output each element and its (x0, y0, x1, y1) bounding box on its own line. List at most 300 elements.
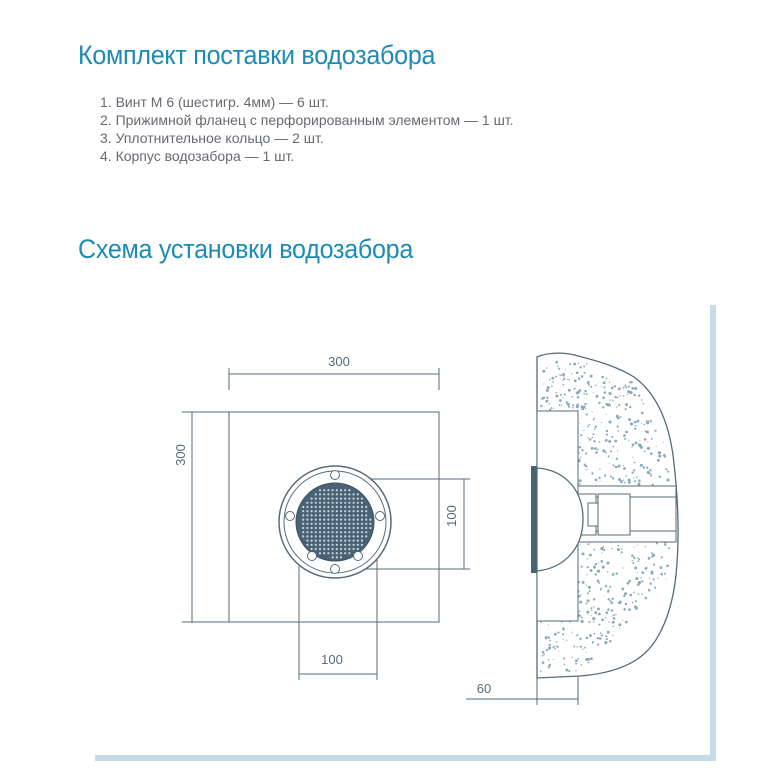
concrete-speckle (605, 617, 606, 618)
perforation-hole (336, 506, 338, 508)
perforation-hole (323, 523, 325, 525)
perforation-hole (323, 544, 325, 546)
concrete-speckle (596, 395, 599, 398)
concrete-speckle (632, 443, 635, 446)
concrete-speckle (594, 447, 597, 450)
concrete-speckle (584, 403, 585, 404)
perforation-hole (332, 519, 334, 521)
perforation-hole (336, 548, 338, 550)
perforation-hole (311, 498, 313, 500)
concrete-speckle (612, 621, 615, 624)
concrete-speckle (625, 403, 628, 406)
concrete-speckle (549, 640, 551, 642)
perforation-hole (357, 498, 359, 500)
perforation-hole (340, 489, 342, 491)
concrete-speckle (623, 434, 626, 437)
concrete-speckle (609, 399, 610, 400)
concrete-speckle (634, 421, 637, 424)
concrete-speckle (549, 403, 550, 404)
concrete-speckle (631, 387, 634, 390)
concrete-speckle (588, 621, 590, 623)
concrete-speckle (621, 551, 623, 553)
perforation-hole (327, 506, 329, 508)
concrete-speckle (651, 552, 653, 554)
perforation-hole (311, 548, 313, 550)
kit-item-text: Прижимной фланец с перфорированным элементом — 1 шт. (115, 112, 514, 128)
concrete-speckle (657, 459, 660, 462)
perforation-hole (306, 523, 308, 525)
perforation-hole (369, 519, 371, 521)
concrete-speckle (576, 371, 579, 374)
concrete-speckle (562, 397, 563, 398)
concrete-speckle (548, 664, 551, 667)
concrete-speckle (619, 603, 621, 605)
concrete-speckle (580, 544, 581, 545)
perforation-hole (332, 552, 334, 554)
concrete-speckle (606, 378, 608, 380)
concrete-speckle (658, 451, 661, 454)
perforation-hole (315, 514, 317, 516)
perforation-hole (348, 489, 350, 491)
kit-item-number: 3. (100, 130, 112, 146)
concrete-speckle (548, 659, 550, 661)
concrete-speckle (624, 438, 626, 440)
concrete-speckle (557, 366, 558, 367)
perforation-hole (332, 514, 334, 516)
perforation-hole (357, 506, 359, 508)
concrete-speckle (582, 552, 585, 555)
concrete-speckle (637, 425, 638, 426)
concrete-speckle (587, 469, 588, 470)
perforation-hole (348, 531, 350, 533)
concrete-speckle (579, 423, 580, 424)
concrete-speckle (541, 655, 543, 657)
concrete-speckle (542, 651, 545, 654)
perforation-hole (365, 514, 367, 516)
dim-flange-width: 100 (321, 652, 343, 667)
perforation-hole (369, 527, 371, 529)
perforation-hole (344, 502, 346, 504)
concrete-speckle (602, 552, 603, 553)
concrete-speckle (595, 452, 597, 454)
concrete-speckle (611, 436, 613, 438)
perforation-hole (327, 531, 329, 533)
concrete-speckle (593, 433, 595, 435)
perforation-hole (357, 510, 359, 512)
concrete-speckle (639, 440, 640, 441)
dim-flange-height: 100 (444, 505, 459, 527)
concrete-speckle (625, 603, 627, 605)
concrete-speckle (611, 601, 614, 604)
concrete-speckle (638, 483, 640, 485)
concrete-speckle (546, 367, 548, 369)
concrete-speckle (603, 381, 606, 384)
perforation-hole (327, 498, 329, 500)
concrete-speckle (593, 549, 595, 551)
concrete-speckle (617, 416, 620, 419)
perforation-hole (327, 552, 329, 554)
kit-item-number: 2. (100, 112, 112, 128)
concrete-speckle (651, 556, 653, 558)
perforation-hole (319, 535, 321, 537)
concrete-speckle (588, 437, 590, 439)
concrete-speckle (598, 624, 600, 626)
concrete-speckle (595, 385, 596, 386)
concrete-speckle (633, 469, 635, 471)
concrete-speckle (625, 386, 627, 388)
concrete-speckle (589, 424, 591, 426)
concrete-speckle (591, 607, 593, 609)
concrete-speckle (641, 580, 643, 582)
perforation-hole (365, 535, 367, 537)
concrete-speckle (586, 637, 589, 640)
concrete-speckle (646, 420, 648, 422)
perforation-hole (311, 506, 313, 508)
concrete-speckle (563, 378, 565, 380)
concrete-speckle (588, 658, 591, 661)
concrete-speckle (656, 446, 657, 447)
concrete-speckle (635, 600, 637, 602)
perforation-hole (319, 514, 321, 516)
perforation-hole (361, 498, 363, 500)
concrete-speckle (640, 577, 641, 578)
perforation-hole (323, 552, 325, 554)
concrete-speckle (575, 659, 578, 662)
concrete-speckle (568, 406, 570, 408)
concrete-speckle (649, 582, 651, 584)
perforation-hole (344, 493, 346, 495)
perforation-hole (336, 510, 338, 512)
concrete-speckle (641, 571, 644, 574)
concrete-speckle (634, 462, 636, 464)
concrete-speckle (664, 544, 666, 546)
perforation-hole (344, 540, 346, 542)
concrete-speckle (581, 617, 583, 619)
concrete-speckle (623, 395, 625, 397)
concrete-speckle (577, 658, 579, 660)
concrete-speckle (634, 567, 637, 570)
concrete-speckle (566, 401, 568, 403)
concrete-speckle (586, 652, 587, 653)
concrete-speckle (580, 457, 581, 458)
perforation-hole (323, 514, 325, 516)
concrete-speckle (618, 430, 620, 432)
perforation-hole (357, 531, 359, 533)
concrete-speckle (659, 475, 661, 477)
perforation-hole (323, 540, 325, 542)
concrete-speckle (637, 545, 638, 546)
concrete-speckle (573, 646, 575, 648)
perforation-hole (361, 544, 363, 546)
perforation-hole (340, 540, 342, 542)
concrete-speckle (565, 669, 568, 672)
concrete-speckle (606, 638, 608, 640)
concrete-speckle (661, 556, 663, 558)
concrete-speckle (580, 443, 581, 444)
concrete-speckle (623, 465, 624, 466)
perforation-hole (353, 506, 355, 508)
perforation-hole (306, 540, 308, 542)
concrete-speckle (556, 641, 558, 643)
perforation-hole (323, 489, 325, 491)
perforation-hole (344, 523, 346, 525)
perforation-hole (319, 527, 321, 529)
plate-section (531, 466, 537, 573)
perforation-hole (302, 523, 304, 525)
concrete-speckle (623, 387, 625, 389)
concrete-speckle (667, 471, 669, 473)
concrete-speckle (575, 663, 577, 665)
concrete-speckle (581, 664, 583, 666)
concrete-speckle (552, 381, 554, 383)
perforation-hole (361, 527, 363, 529)
concrete-speckle (646, 421, 649, 424)
concrete-speckle (634, 480, 636, 482)
concrete-speckle (582, 648, 583, 649)
perforation-hole (361, 502, 363, 504)
perforation-hole (344, 531, 346, 533)
concrete-speckle (551, 377, 554, 380)
concrete-speckle (587, 592, 589, 594)
concrete-speckle (628, 386, 630, 388)
concrete-speckle (552, 659, 553, 660)
concrete-speckle (586, 413, 588, 415)
concrete-speckle (584, 647, 586, 649)
concrete-speckle (568, 389, 571, 392)
concrete-speckle (559, 374, 560, 375)
perforation-hole (336, 498, 338, 500)
concrete-speckle (611, 548, 612, 549)
perforation-hole (353, 502, 355, 504)
concrete-speckle (618, 404, 620, 406)
perforation-hole (348, 540, 350, 542)
concrete-speckle (609, 440, 611, 442)
perforation-hole (361, 535, 363, 537)
concrete-speckle (587, 662, 589, 664)
concrete-speckle (577, 646, 579, 648)
concrete-speckle (588, 586, 591, 589)
dim-wall-offset: 60 (476, 681, 492, 696)
concrete-speckle (649, 469, 651, 471)
perforation-hole (340, 527, 342, 529)
concrete-speckle (637, 572, 638, 573)
concrete-speckle (576, 404, 579, 407)
screw-icon (308, 552, 317, 561)
perforation-hole (306, 506, 308, 508)
concrete-speckle (581, 375, 584, 378)
concrete-speckle (593, 621, 594, 622)
concrete-speckle (587, 599, 590, 602)
perforation-hole (323, 506, 325, 508)
concrete-speckle (606, 430, 608, 432)
concrete-speckle (550, 409, 551, 410)
perforation-hole (315, 535, 317, 537)
concrete-speckle (569, 363, 571, 365)
perforation-hole (332, 535, 334, 537)
concrete-speckle (549, 379, 550, 380)
perforation-hole (365, 523, 367, 525)
concrete-speckle (629, 406, 631, 408)
perforation-hole (344, 552, 346, 554)
concrete-speckle (584, 372, 586, 374)
concrete-speckle (644, 568, 646, 570)
concrete-speckle (597, 449, 599, 451)
perforation-hole (327, 523, 329, 525)
kit-item-text: Корпус водозабора — 1 шт. (115, 148, 295, 164)
concrete-speckle (604, 474, 606, 476)
concrete-speckle (563, 375, 564, 376)
perforation-hole (336, 552, 338, 554)
concrete-speckle (604, 391, 607, 394)
concrete-speckle (602, 546, 604, 548)
concrete-speckle (585, 453, 587, 455)
perforation-hole (353, 498, 355, 500)
perforation-hole (336, 540, 338, 542)
concrete-speckle (546, 397, 548, 399)
concrete-speckle (624, 592, 627, 595)
concrete-speckle (586, 585, 587, 586)
perforation-hole (311, 527, 313, 529)
perforation-hole (344, 548, 346, 550)
concrete-speckle (663, 442, 664, 443)
concrete-speckle (609, 600, 611, 602)
perforation-hole (323, 548, 325, 550)
concrete-speckle (612, 446, 614, 448)
concrete-speckle (608, 455, 610, 457)
concrete-speckle (632, 457, 633, 458)
concrete-speckle (607, 631, 610, 634)
concrete-speckle (633, 592, 635, 594)
concrete-speckle (644, 438, 647, 441)
concrete-speckle (640, 446, 643, 449)
concrete-speckle (586, 611, 589, 614)
concrete-speckle (594, 428, 596, 430)
perforation-hole (348, 544, 350, 546)
concrete-speckle (644, 424, 646, 426)
concrete-speckle (601, 386, 602, 387)
concrete-speckle (606, 413, 607, 414)
concrete-speckle (571, 657, 572, 658)
concrete-speckle (540, 671, 542, 673)
dim-plate-height: 300 (173, 444, 188, 466)
perforation-hole (357, 523, 359, 525)
concrete-speckle (611, 616, 612, 617)
concrete-speckle (618, 623, 621, 626)
side-view (466, 353, 678, 705)
concrete-speckle (581, 449, 583, 451)
perforation-hole (348, 514, 350, 516)
perforation-hole (332, 506, 334, 508)
concrete-speckle (548, 636, 550, 638)
perforation-hole (323, 510, 325, 512)
concrete-speckle (564, 664, 566, 666)
perforation-hole (340, 502, 342, 504)
concrete-speckle (556, 646, 558, 648)
concrete-speckle (558, 651, 559, 652)
perforation-hole (315, 506, 317, 508)
concrete-speckle (593, 606, 595, 608)
concrete-speckle (609, 463, 610, 464)
perforation-hole (332, 527, 334, 529)
concrete-speckle (616, 396, 618, 398)
concrete-speckle (570, 621, 571, 622)
concrete-speckle (599, 441, 601, 443)
perforation-hole (319, 544, 321, 546)
concrete-speckle (583, 365, 585, 367)
concrete-speckle (547, 386, 550, 389)
perforation-hole (327, 548, 329, 550)
perforation-hole (357, 544, 359, 546)
concrete-speckle (558, 404, 560, 406)
concrete-speckle (574, 379, 577, 382)
concrete-speckle (594, 633, 596, 635)
perforation-hole (311, 523, 313, 525)
perforation-hole (348, 552, 350, 554)
concrete-speckle (628, 580, 631, 583)
concrete-speckle (658, 455, 661, 458)
perforation-hole (306, 544, 308, 546)
perforation-hole (353, 548, 355, 550)
concrete-speckle (653, 579, 655, 581)
concrete-speckle (619, 600, 622, 603)
concrete-speckle (552, 408, 553, 409)
concrete-speckle (554, 633, 557, 636)
concrete-speckle (628, 608, 631, 611)
concrete-speckle (633, 557, 635, 559)
perforation-hole (336, 502, 338, 504)
perforation-hole (336, 523, 338, 525)
concrete-speckle (586, 602, 588, 604)
concrete-speckle (579, 601, 582, 604)
perforation-hole (353, 510, 355, 512)
concrete-speckle (589, 554, 592, 557)
concrete-speckle (646, 431, 649, 434)
screw-icon (331, 565, 340, 574)
concrete-speckle (632, 562, 634, 564)
concrete-speckle (622, 620, 623, 621)
concrete-speckle (593, 566, 596, 569)
concrete-speckle (612, 626, 614, 628)
perforation-hole (323, 535, 325, 537)
perforation-hole (344, 498, 346, 500)
perforation-hole (319, 506, 321, 508)
concrete-speckle (651, 438, 653, 440)
concrete-speckle (579, 446, 582, 449)
perforation-hole (315, 523, 317, 525)
perforation-hole (357, 493, 359, 495)
concrete-speckle (617, 545, 619, 547)
concrete-speckle (623, 467, 626, 470)
concrete-speckle (666, 564, 669, 567)
perforation-hole (315, 498, 317, 500)
concrete-speckle (598, 563, 599, 564)
concrete-speckle (668, 547, 670, 549)
concrete-speckle (635, 425, 637, 427)
concrete-speckle (654, 430, 656, 432)
perforation-hole (348, 498, 350, 500)
concrete-speckle (617, 548, 620, 551)
concrete-speckle (625, 475, 627, 477)
perforation-hole (302, 506, 304, 508)
perforation-hole (353, 514, 355, 516)
concrete-speckle (638, 479, 641, 482)
concrete-speckle (641, 593, 642, 594)
kit-item-number: 1. (100, 94, 112, 110)
perforation-hole (306, 502, 308, 504)
concrete-speckle (591, 610, 593, 612)
concrete-speckle (664, 455, 666, 457)
concrete-speckle (600, 632, 602, 634)
